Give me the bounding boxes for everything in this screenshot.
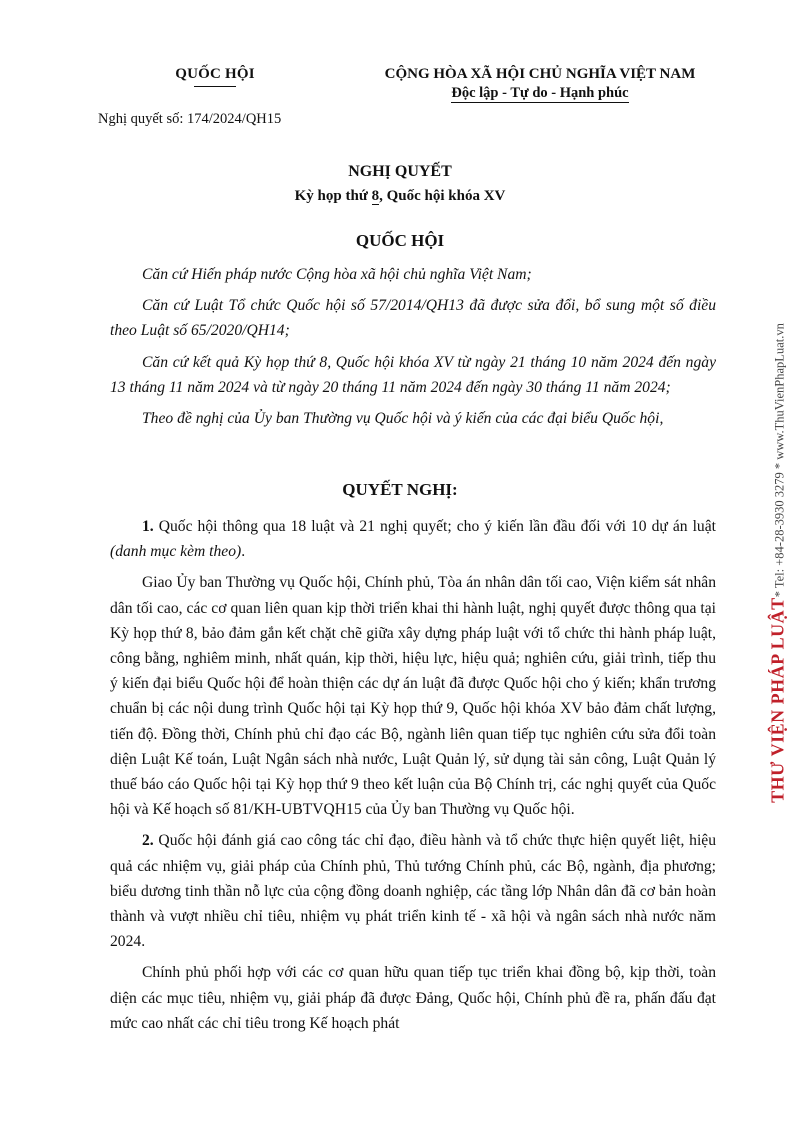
article-2 xyxy=(110,828,716,954)
national-motto-text: Độc lập - Tự do - Hạnh phúc xyxy=(451,85,629,101)
article-2-paragraph: Chính phủ phối hợp với các cơ quan hữu quan tiếp tục triển khai đồng bộ, kịp thời, toàn diện các mục tiêu, nhiệm vụ, giải pháp đã được Đảng, Quốc hội, Chính phủ đề ra, phấn đấu đạt mức cao nhất các chỉ tiêu trong Kế hoạch phát xyxy=(110,964,716,1032)
basis-line: Căn cứ Luật Tổ chức Quốc hội số 57/2014/QH13 đã được sửa đổi, bổ sung một số điều theo Luật số 65/2020/QH14; xyxy=(110,297,716,340)
issuer-header xyxy=(140,66,290,87)
issuing-body-title: QUỐC HỘI xyxy=(355,231,445,250)
session-title xyxy=(0,188,800,205)
document-type: NGHỊ QUYẾT xyxy=(348,163,452,180)
article-1-number: 1. xyxy=(142,518,154,535)
national-header xyxy=(355,66,725,102)
article-1-end: . xyxy=(241,543,246,561)
resolution-content xyxy=(110,514,716,1042)
basis-line: Căn cứ kết quả Kỳ họp thứ 8, Quốc hội khóa XV từ ngày 21 tháng 10 năm 2024 đến ngày 13 tháng 11 năm 2024 và từ ngày 20 tháng 11 năm 2024 đến ngày 30 tháng 11 năm 2024; xyxy=(110,353,716,396)
article-1-paragraph: Giao Ủy ban Thường vụ Quốc hội, Chính phủ, Tòa án nhân dân tối cao, Viện kiểm sát nhân dân tối cao, các cơ quan liên quan kịp thời triển khai thi hành luật, nghị quyết được thông qua tại Kỳ họp thứ 8, bảo đảm gắn kết chặt chẽ giữa xây dựng pháp luật với tổ chức thi hành pháp luật, công bằng, nghiêm minh, nhất quán, kịp thời, hiệu lực, hiệu quả; nghiên cứu, giải trình, tiếp thu ý kiến đại biểu Quốc hội để hoàn thiện các dự án luật đã được Quốc hội cho ý kiến; khẩn trương chuẩn bị các nội dung trình Quốc hội tại Kỳ họp thứ 9, Quốc hội khóa XV bảo đảm chất lượng, tiến độ. Đồng thời, Chính phủ chỉ đạo các Bộ, ngành liên quan tiếp tục nghiên cứu sửa đổi toàn diện Luật Kế toán, Luật Ngân sách nhà nước, Luật Quản lý, sử dụng tài sản công, Luật Quản lý thuế báo cáo Quốc hội tại Kỳ họp thứ 9 theo kết luận của Bộ Chính trị, các nghị quyết của Quốc hội và Kế hoạch số 81/KH-UBTVQH15 của Ủy ban Thường vụ Quốc hội. xyxy=(110,574,716,819)
document-number: Nghị quyết số: 174/2024/QH15 xyxy=(98,111,282,127)
national-motto xyxy=(355,85,725,102)
legal-basis xyxy=(110,262,716,437)
article-1 xyxy=(110,514,716,564)
session-suffix: , Quốc hội khóa XV xyxy=(379,188,506,204)
resolution-heading: QUYẾT NGHỊ: xyxy=(342,480,458,499)
article-2-text: Quốc hội đánh giá cao công tác chỉ đạo, điều hành và tổ chức thực hiện quyết liệt, hiệu quả các nhiệm vụ, giải pháp của Chính phủ, Thủ tướng Chính phủ, các Bộ, ngành, địa phương; biểu dương tinh thần nỗ lực của cộng đồng doanh nghiệp, các tầng lớp Nhân dân đã cơ bản hoàn thành và vượt nhiều chỉ tiêu, nhiệm vụ phát triển kinh tế - xã hội và ngân sách nhà nước năm 2024. xyxy=(110,832,716,951)
article-2-number: 2. xyxy=(142,832,154,850)
watermark-contact: * Tel: +84-28-3930 3279 * www.ThuVienPhapLuat.vn xyxy=(772,323,787,598)
session-prefix: Kỳ họp thứ xyxy=(294,188,372,204)
article-1-note: (danh mục kèm theo) xyxy=(110,543,242,561)
session-number: 8 xyxy=(371,188,380,204)
issuer-underline xyxy=(194,86,236,87)
watermark-brand: THƯ VIỆN PHÁP LUẬT xyxy=(767,597,788,803)
article-1-text: Quốc hội thông qua 18 luật và 21 nghị quyết; cho ý kiến lần đầu đối với 10 dự án luật xyxy=(153,518,716,535)
basis-line: Căn cứ Hiến pháp nước Cộng hòa xã hội chủ nghĩa Việt Nam; xyxy=(142,266,532,283)
nation-name: CỘNG HÒA XÃ HỘI CHỦ NGHĨA VIỆT NAM xyxy=(384,66,696,82)
watermark-text xyxy=(768,323,789,803)
issuer-name: QUỐC HỘI xyxy=(175,66,255,82)
basis-line: Theo đề nghị của Ủy ban Thường vụ Quốc hội và ý kiến của các đại biểu Quốc hội, xyxy=(142,410,664,428)
